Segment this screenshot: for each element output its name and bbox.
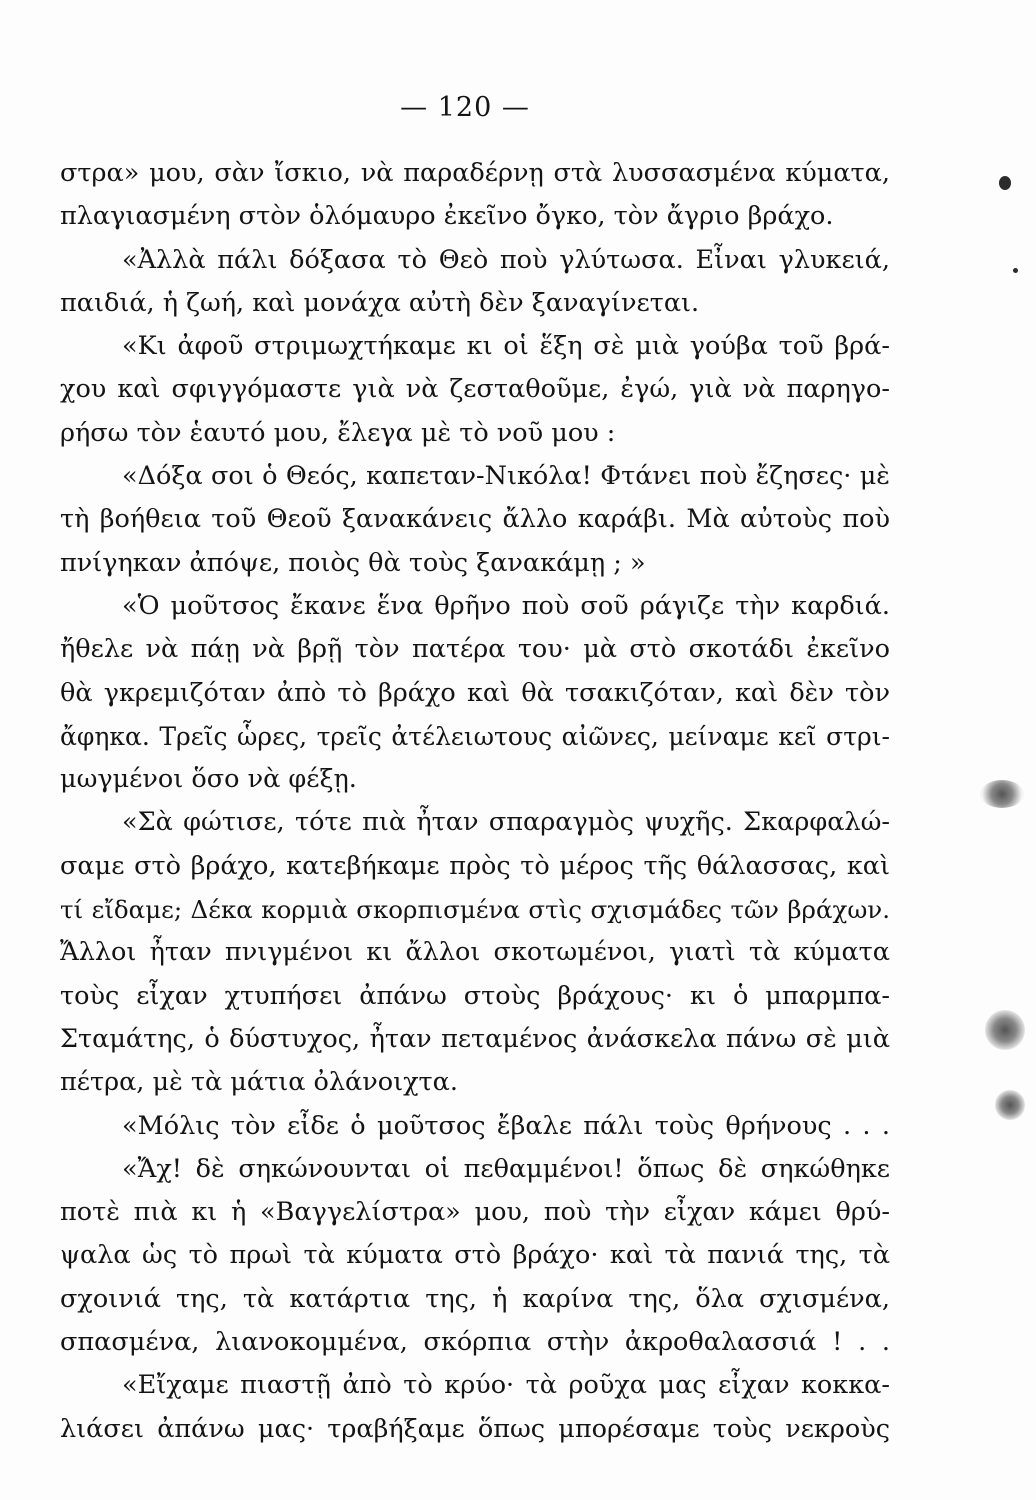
text-line: «Δόξα σοι ὁ Θεός, καπεταν-Νικόλα! Φτάνει ποὺ ἔζησες· μὲ [122,461,890,492]
text-line: χου καὶ σφιγγόμαστε γιὰ νὰ ζεσταθοῦμε, ἐγώ, γιὰ νὰ παρηγο- [60,374,890,405]
text-line: μωγμένοι ὅσο νὰ φέξῃ. [60,764,357,795]
body-text [60,152,890,1451]
ink-spot [999,176,1011,190]
text-line: «Κι ἀφοῦ στριμωχτήκαμε κι οἱ ἕξη σὲ μιὰ γούβα τοῦ βρά- [122,331,890,362]
text-line: πλαγιασμένη στὸν ὁλόμαυρο ἐκεῖνο ὄγκο, τὸν ἄγριο βράχο. [60,201,834,232]
ink-spot [985,1010,1025,1050]
text-line: παιδιά, ἡ ζωή, καὶ μονάχα αὐτὴ δὲν ξαναγίνεται. [60,287,700,318]
text-line: τοὺς εἶχαν χτυπήσει ἀπάνω στοὺς βράχους· κι ὁ μπαρμπα- [60,980,890,1011]
text-line: πέτρα, μὲ τὰ μάτια ὀλάνοιχτα. [60,1067,458,1098]
text-line: «Ἄχ! δὲ σηκώνουνται οἱ πεθαμμένοι! ὅπως δὲ σηκώθηκε [122,1153,890,1184]
text-line: «Ὁ μοῦτσος ἔκανε ἕνα θρῆνο ποὺ σοῦ ράγιζε τὴν καρδιά. [122,590,890,621]
text-line: σχοινιά της, τὰ κατάρτια της, ἡ καρίνα της, ὅλα σχισμένα, [60,1283,890,1314]
text-line: ἄφηκα. Τρεῖς ὧρες, τρεῖς ἀτέλειωτους αἰῶνες, μείναμε κεῖ στρι- [60,721,890,751]
text-line: ἤθελε νὰ πάῃ νὰ βρῇ τὸν πατέρα του· μὰ στὸ σκοτάδι ἐκεῖνο [60,634,890,665]
ink-spot [980,780,1024,808]
text-line: πνίγηκαν ἀπόψε, ποιὸς θὰ τοὺς ξανακάμῃ ; » [60,547,646,578]
text-line: σαμε στὸ βράχο, κατεβήκαμε πρὸς τὸ μέρος τῆς θάλασσας, καὶ [60,850,890,881]
text-line: «Εἴχαμε πιαστῇ ἀπὸ τὸ κρύο· τὰ ροῦχα μας εἶχαν κοκκα- [122,1370,890,1401]
text-line: «Μόλις τὸν εἶδε ὁ μοῦτσος ἔβαλε πάλι τοὺς θρήνους . . . [122,1110,890,1141]
text-line: «Ἀλλὰ πάλι δόξασα τὸ Θεὸ ποὺ γλύτωσα. Εἶναι γλυκειά, [122,244,890,275]
text-line: ποτὲ πιὰ κι ἡ «Βαγγελίστρα» μου, ποὺ τὴν εἶχαν κάμει θρύ- [60,1197,890,1228]
text-line: στρα» μου, σὰν ἴσκιο, νὰ παραδέρνῃ στὰ λυσσασμένα κύματα, [60,158,890,188]
text-line: τί εἴδαμε; Δέκα κορμιὰ σκορπισμένα στὶς σχισμάδες τῶν βράχων. [60,895,890,925]
page-number: — 120 — [400,92,530,123]
text-line: Ἄλλοι ἦταν πνιγμένοι κι ἄλλοι σκοτωμένοι, γιατὶ τὰ κύματα [60,937,890,968]
text-line: ψαλα ὡς τὸ πρωὶ τὰ κύματα στὸ βράχο· καὶ τὰ πανιά της, τὰ [60,1240,890,1271]
ink-spot [1013,268,1018,273]
text-line: «Σὰ φώτισε, τότε πιὰ ἦταν σπαραγμὸς ψυχῆς. Σκαρφαλώ- [122,807,890,838]
text-line: ρήσω τὸν ἑαυτό μου, ἔλεγα μὲ τὸ νοῦ μου : [60,417,616,448]
text-line: λιάσει ἀπάνω μας· τραβήξαμε ὅπως μπορέσαμε τοὺς νεκροὺς [60,1413,890,1444]
text-line: θὰ γκρεμιζόταν ἀπὸ τὸ βράχο καὶ θὰ τσακιζόταν, καὶ δὲν τὸν [60,677,890,708]
text-line: σπασμένα, λιανοκομμένα, σκόρπια στὴν ἀκροθαλασσιά ! . . [60,1327,890,1358]
text-line: τὴ βοήθεια τοῦ Θεοῦ ξανακάνεις ἄλλο καράβι. Μὰ αὐτοὺς ποὺ [60,504,890,535]
ink-spot [995,1090,1025,1120]
text-line: Σταμάτης, ὁ δύστυχος, ἦταν πεταμένος ἀνάσκελα πάνω σὲ μιὰ [60,1023,890,1054]
